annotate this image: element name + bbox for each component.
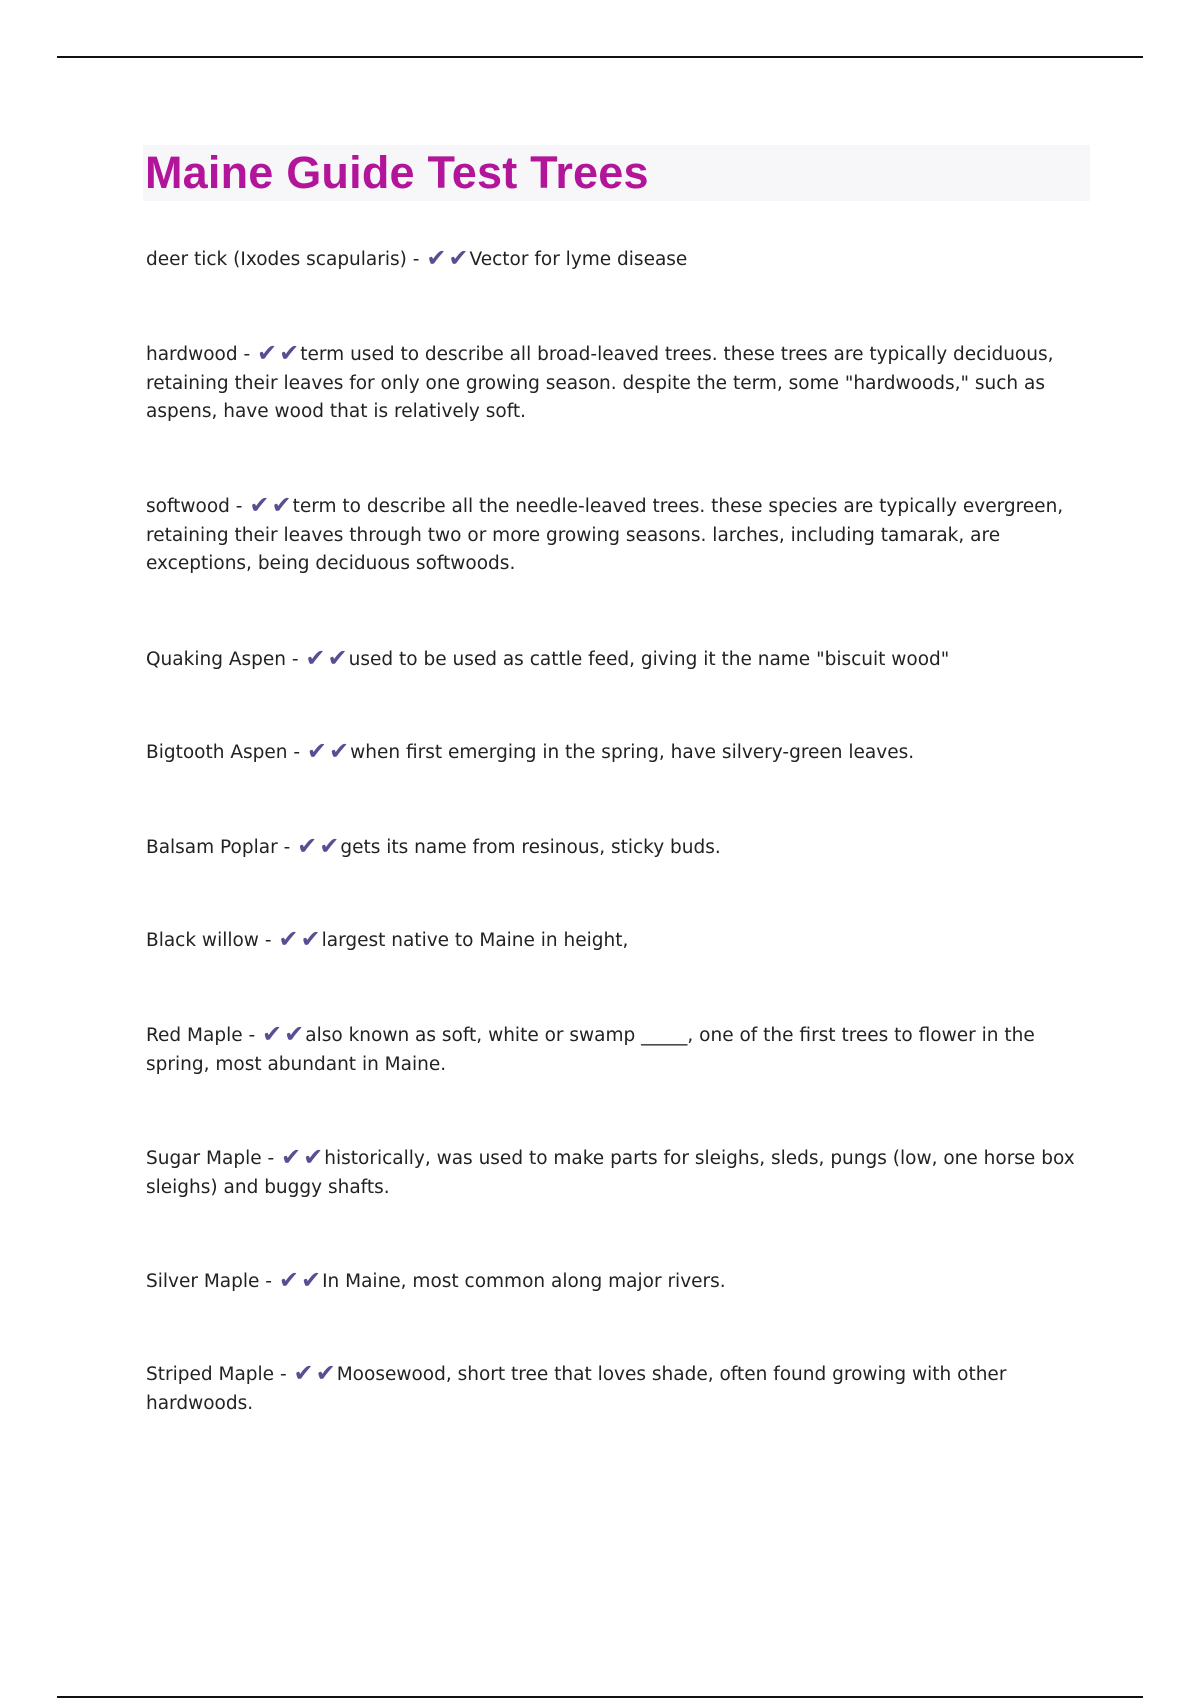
list-item xyxy=(146,927,1096,956)
check-icon: ✔ xyxy=(284,1020,305,1048)
entry-term: Balsam Poplar xyxy=(146,837,278,858)
entry-separator: - xyxy=(237,344,257,365)
entry-definition: when first emerging in the spring, have silvery-green leaves. xyxy=(350,742,915,763)
list-item xyxy=(146,493,1096,579)
entry-separator: - xyxy=(229,496,249,517)
check-icon: ✔ xyxy=(448,244,469,272)
check-icon: ✔ xyxy=(305,644,326,672)
check-icon: ✔ xyxy=(300,925,321,953)
check-icon: ✔ xyxy=(329,737,350,765)
entry-separator: - xyxy=(277,837,297,858)
list-item xyxy=(146,1145,1096,1202)
entry-definition: term to describe all the needle-leaved trees. these species are typically evergreen, retaining their leaves through two or more growing seasons. larches, including tamarak, are exceptions, being deciduous softwoods. xyxy=(146,496,1064,574)
check-icon: ✔ xyxy=(293,1359,314,1387)
check-icon: ✔ xyxy=(297,832,318,860)
entry-definition: Moosewood, short tree that loves shade, often found growing with other hardwoods. xyxy=(146,1364,1007,1414)
list-item xyxy=(146,246,1096,275)
top-rule xyxy=(57,56,1143,58)
page-title: Maine Guide Test Trees xyxy=(145,147,649,198)
check-icon: ✔ xyxy=(278,1266,299,1294)
entry-term: Bigtooth Aspen xyxy=(146,742,288,763)
check-icon: ✔ xyxy=(426,244,447,272)
entry-definition: largest native to Maine in height, xyxy=(321,930,629,951)
entry-term: deer tick (Ixodes scapularis) xyxy=(146,249,407,270)
check-icon: ✔ xyxy=(271,491,292,519)
entry-separator: - xyxy=(287,742,306,763)
entry-term: Black willow xyxy=(146,930,259,951)
entry-term: hardwood xyxy=(146,344,238,365)
entry-separator: - xyxy=(274,1364,293,1385)
entry-definition: used to be used as cattle feed, giving it the name "biscuit wood" xyxy=(348,649,950,670)
entry-separator: - xyxy=(242,1025,262,1046)
check-icon: ✔ xyxy=(249,491,270,519)
entry-term: Red Maple xyxy=(146,1025,243,1046)
entry-term: Quaking Aspen xyxy=(146,649,286,670)
entry-term: Silver Maple xyxy=(146,1271,260,1292)
title-bar xyxy=(143,145,1090,201)
entry-term: Striped Maple xyxy=(146,1364,275,1385)
entry-definition: term used to describe all broad-leaved trees. these trees are typically deciduous, retaining their leaves for only one growing season. despite the term, some "hardwoods," such as aspens, have wood that is relatively soft. xyxy=(146,344,1054,422)
list-item xyxy=(146,739,1096,768)
entry-definition: gets its name from resinous, sticky buds. xyxy=(340,837,721,858)
check-icon: ✔ xyxy=(281,1143,302,1171)
bottom-rule xyxy=(57,1696,1143,1698)
entry-separator: - xyxy=(406,249,426,270)
check-icon: ✔ xyxy=(319,832,340,860)
check-icon: ✔ xyxy=(278,925,299,953)
list-item xyxy=(146,834,1096,863)
check-icon: ✔ xyxy=(306,737,328,765)
entry-definition: In Maine, most common along major rivers. xyxy=(322,1271,726,1292)
entry-term: Sugar Maple xyxy=(146,1148,262,1169)
entry-separator: - xyxy=(285,649,305,670)
entry-term: softwood xyxy=(146,496,230,517)
entry-definition: also known as soft, white or swamp _____, one of the first trees to flower in the spring, most abundant in Maine. xyxy=(146,1025,1035,1075)
check-icon: ✔ xyxy=(257,339,278,367)
list-item xyxy=(146,341,1096,427)
entry-definition: historically, was used to make parts for sleighs, sleds, pungs (low, one horse box sleighs) and buggy shafts. xyxy=(146,1148,1075,1198)
check-icon: ✔ xyxy=(279,339,300,367)
check-icon: ✔ xyxy=(300,1266,322,1294)
check-icon: ✔ xyxy=(262,1020,283,1048)
list-item xyxy=(146,1268,1096,1297)
entry-separator: - xyxy=(259,1271,278,1292)
check-icon: ✔ xyxy=(303,1143,324,1171)
list-item xyxy=(146,1361,1096,1418)
check-icon: ✔ xyxy=(315,1359,336,1387)
check-icon: ✔ xyxy=(327,644,348,672)
list-item xyxy=(146,646,1096,675)
entry-separator: - xyxy=(258,930,278,951)
entry-separator: - xyxy=(261,1148,281,1169)
list-item xyxy=(146,1022,1096,1079)
entry-definition: Vector for lyme disease xyxy=(469,249,688,270)
